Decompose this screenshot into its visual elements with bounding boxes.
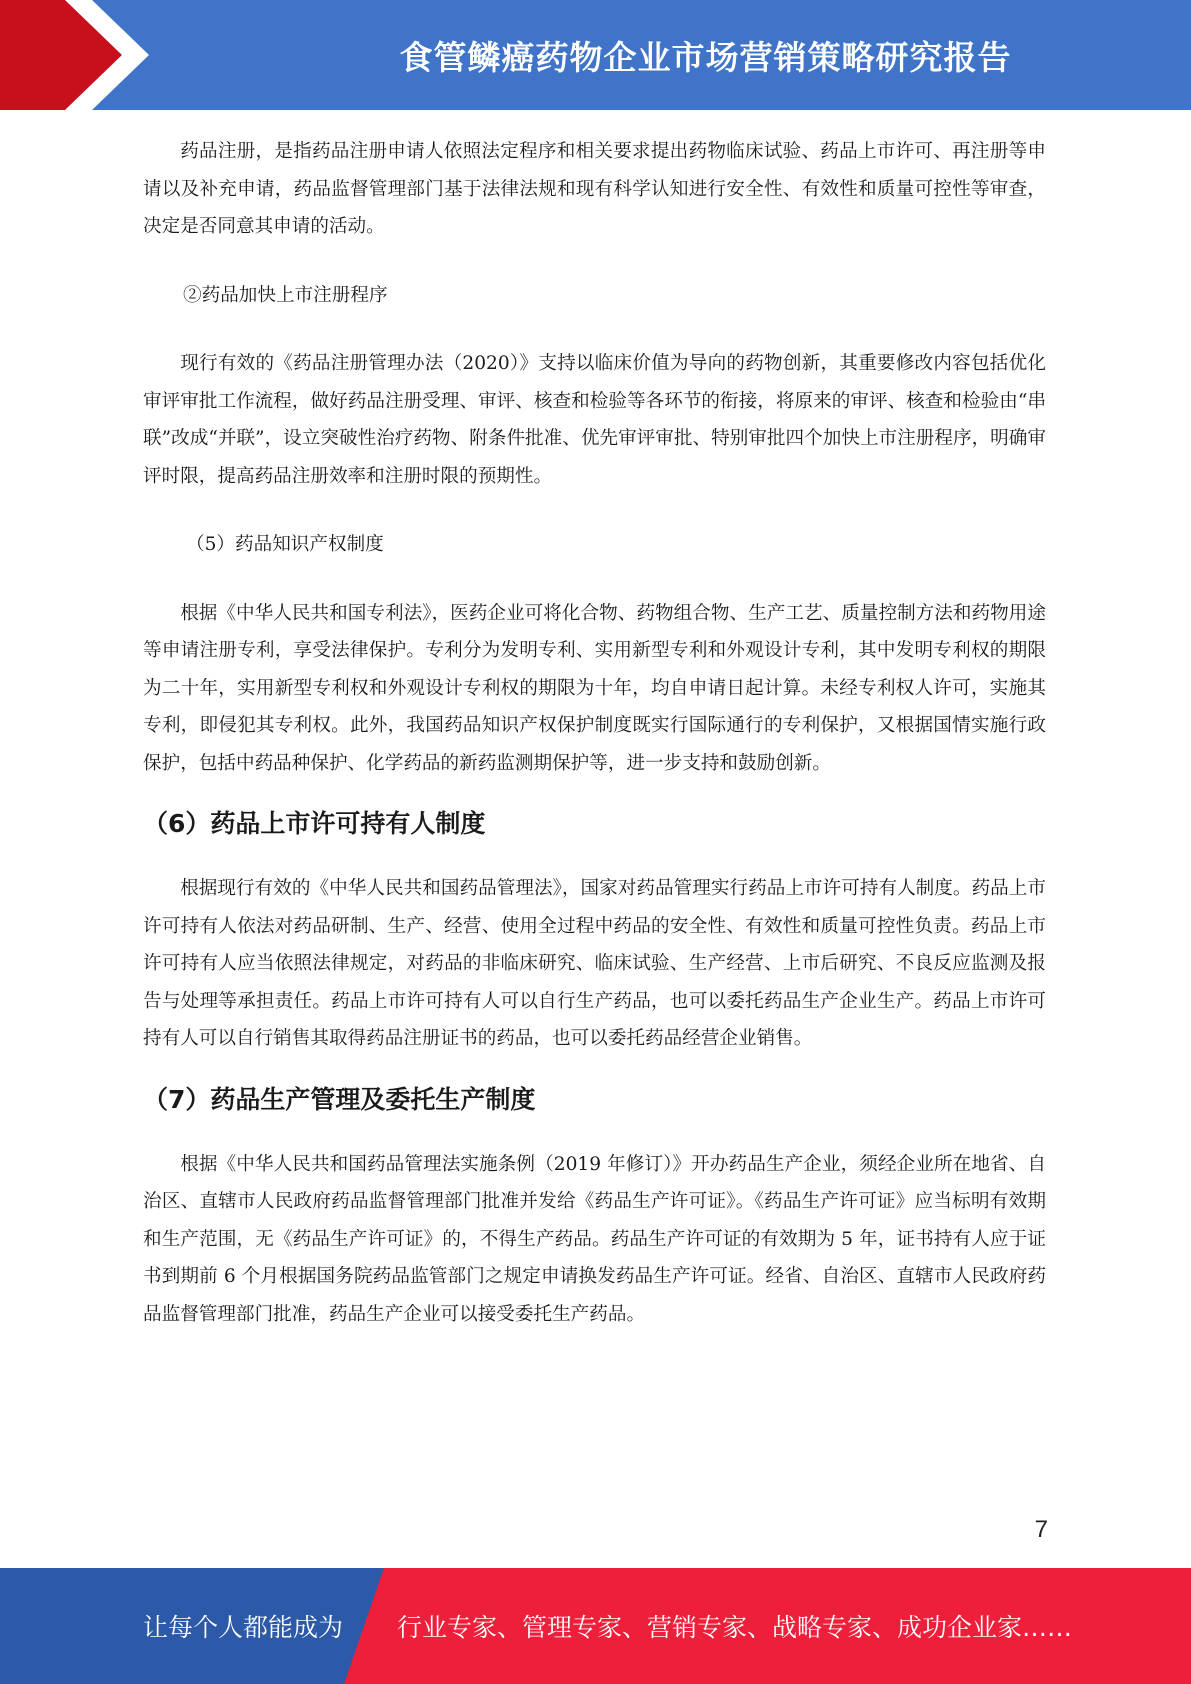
header-banner [0, 0, 1191, 110]
report-title: 食管鳞癌药物企业市场营销策略研究报告 [399, 37, 1012, 77]
paragraph-registration-procedure: 现行有效的《药品注册管理办法（2020）》支持以临床价值为导向的药物创新，其重要修改内容包括优化审评审批工作流程，做好药品注册受理、审评、核查和检验等各环节的衔接，将原来的审评、核查和检验由“串联”改成“并联”，设立突破性治疗药物、附条件批准、优先审评审批、特别审批四个加快上市注册程序，明确审评时限，提高药品注册效率和注册时限的预期性。 [143, 353, 1046, 487]
paragraph-mah-system: 根据现行有效的《中华人民共和国药品管理法》，国家对药品管理实行药品上市许可持有人制度。药品上市许可持有人依法对药品研制、生产、经营、使用全过程中药品的安全性、有效性和质量可控性负责。药品上市许可持有人应当依照法律规定，对药品的非临床研究、临床试验、生产经营、上市后研究、不良反应监测及报告与处理等承担责任。药品上市许可持有人可以自行生产药品，也可以委托药品生产企业生产。药品上市许可持有人可以自行销售其取得药品注册证书的药品，也可以委托药品经营企业销售。 [143, 878, 1046, 1049]
heading-production-management: （7）药品生产管理及委托生产制度 [143, 1084, 536, 1114]
page-number: 7 [1034, 1516, 1048, 1543]
document-body [143, 133, 1046, 1333]
paragraph-production-license: 根据《中华人民共和国药品管理法实施条例（2019 年修订）》开办药品生产企业，须经企业所在地省、自治区、直辖市人民政府药品监督管理部门批准并发给《药品生产许可证》。《药品生产许可证》应当标明有效期和生产范围，无《药品生产许可证》的，不得生产药品。药品生产许可证的有效期为 5 年，证书持有人应于证书到期前 6 个月根据国务院药品监管部门之规定申请换发药品生产许可证。经省、自治区、直辖市人民政府药品监督管理部门批准，药品生产企业可以接受委托生产药品。 [143, 1153, 1046, 1325]
paragraph-patent-law: 根据《中华人民共和国专利法》，医药企业可将化合物、药物组合物、生产工艺、质量控制方法和药物用途等申请注册专利，享受法律保护。专利分为发明专利、实用新型专利和外观设计专利，其中发明专利权的期限为二十年，实用新型专利权和外观设计专利权的期限为十年，均自申请日起计算。未经专利权人许可，实施其专利，即侵犯其专利权。此外，我国药品知识产权保护制度既实行国际通行的专利保护，又根据国情实施行政保护，包括中药品种保护、化学药品的新药监测期保护等，进一步支持和鼓励创新。 [143, 602, 1046, 774]
chevron-logo-icon [0, 0, 200, 110]
paragraph-drug-registration: 药品注册，是指药品注册申请人依照法定程序和相关要求提出药物临床试验、药品上市许可、再注册等申请以及补充申请，药品监督管理部门基于法律法规和现有科学认知进行安全性、有效性和质量可控性等审查，决定是否同意其申请的活动。 [143, 141, 1046, 237]
subheading-ip-system: （5）药品知识产权制度 [186, 534, 384, 555]
footer-slogan-right: 行业专家、管理专家、营销专家、战略专家、成功企业家…… [397, 1613, 1073, 1642]
footer-banner [0, 1568, 1191, 1684]
footer-slogan-left: 让每个人都能成为 [143, 1613, 344, 1642]
subheading-accelerated-registration: ②药品加快上市注册程序 [183, 284, 388, 306]
heading-mah-system: （6）药品上市许可持有人制度 [143, 809, 486, 838]
